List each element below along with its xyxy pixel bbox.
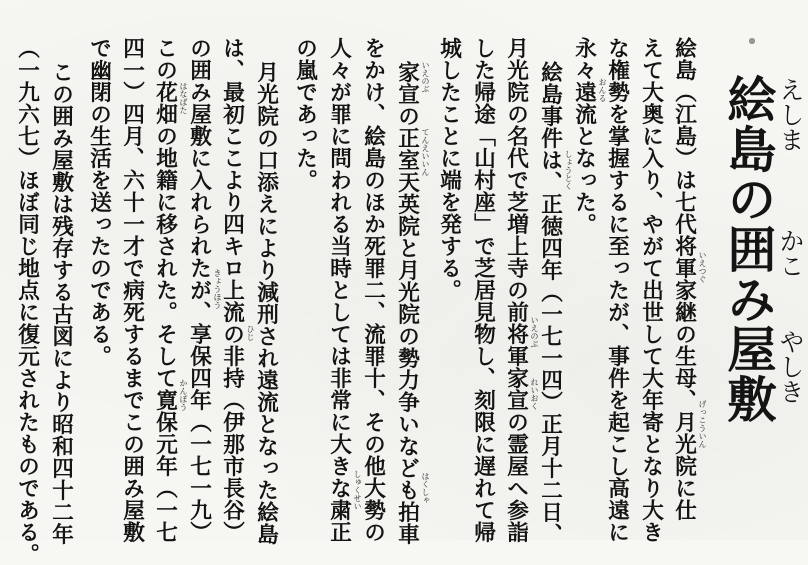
page-title: 絵島の囲み屋敷 [720,74,778,424]
body-column-8: 城したことに端を発する。 [436,37,462,301]
ruby-ienobu-2: いえのぶ [421,61,430,93]
body-column-18: で幽閉の生活を送ったのである。 [86,37,112,367]
ruby-hakusha: はくしゃ [421,472,430,504]
title-ruby-eshima: えしま [776,77,805,152]
body-column-4: 永々遠流となった。 [571,37,597,235]
title-ruby-yashiki: やしき [776,329,805,404]
ruby-hanabata: はなばた [179,82,188,114]
mounting-pin [749,38,755,44]
body-column-17: 四一）四月、六十一才で病死するまでこの囲み屋敷 [119,37,145,543]
ruby-ienobu-1: いえのぶ [530,316,539,348]
body-column-11: 人々が罪に問われる当時としては非常に大きな粛正 [326,37,352,543]
body-column-19: この囲み屋敷は残存する古図により昭和四十二年 [48,61,74,545]
body-column-7: した帰途「山村座」で芝居見物し、刻限に遅れて帰 [470,37,496,543]
ruby-hiji: ひじ [246,325,255,341]
ruby-kyouhou: きょうほう [213,269,222,309]
ruby-shoutoku: しょうとく [564,150,573,190]
ruby-kanpou: かんぽう [179,379,188,411]
body-column-20: （一九六七）ほぼ同じ地点に復元されたものである。 [14,37,40,565]
body-column-2: えて大奥に入り、やがて出世して大年寄となり大き [638,37,664,543]
ruby-reioku: れいおく [530,378,539,410]
title-ruby-kako: かこ [776,228,805,278]
ruby-tenein: てんえいいん [421,128,430,176]
body-column-1: 絵島（江島）は七代将軍家継の生母、月光院に仕 [671,37,697,521]
body-column-14: は、最初ここより四キロ上流の非持（伊那市長谷） [219,37,245,543]
body-column-16: この花畑の地籍に移された。そして寛保元年（一七 [152,37,178,543]
body-column-3: な権勢を掌握するに至ったが、事件を起こし高遠に [604,37,630,543]
body-column-15: の囲み屋敷に入れられたが、享保四年（一七一九） [186,37,212,543]
body-column-5: 絵島事件は、正徳四年（一七一四）正月十二日、 [537,61,563,545]
ruby-onru: おんる [598,78,607,102]
body-column-9: 家宣の正室天英院と月光院の勢力争いなども拍車 [394,61,420,545]
ruby-gekkouin: げっこういん [698,400,707,448]
body-column-10: をかけ、絵島のほか死罪二、流罪十、その他大勢の [360,37,386,543]
body-column-13: 月光院の口添えにより減刑され遠流となった絵島 [253,61,279,545]
body-column-12: の嵐であった。 [292,37,318,191]
ruby-ietsugu: いえつぐ [698,251,707,283]
ruby-shukusei: しゅくせい [353,470,362,510]
body-column-6: 月光院の名代で芝増上寺の前将軍家宣の霊屋へ参詣 [503,37,529,543]
